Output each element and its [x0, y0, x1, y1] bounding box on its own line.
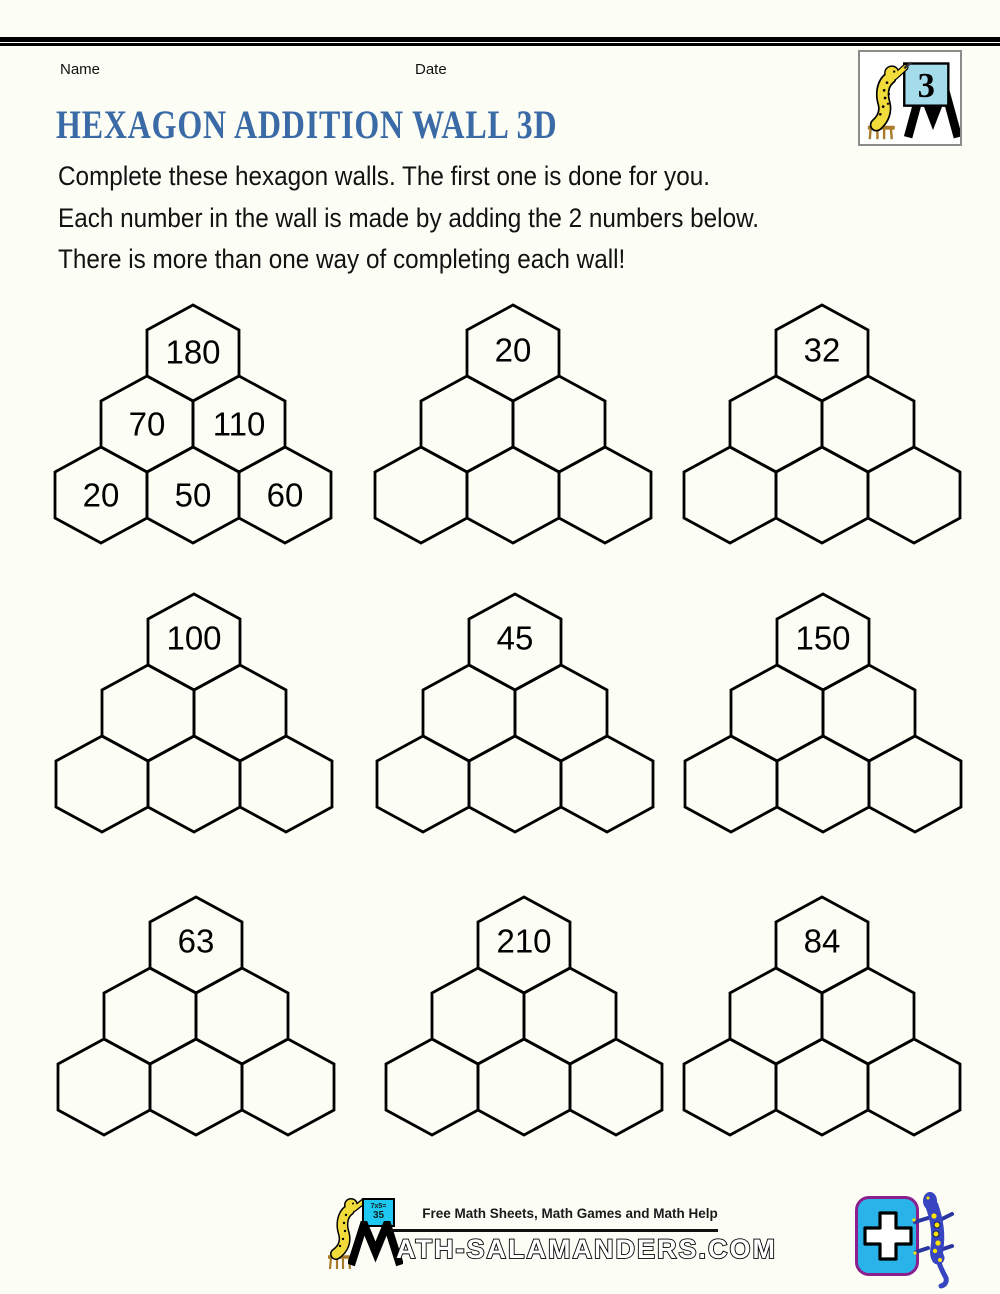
instruction-line-3: There is more than one way of completing each wall! — [58, 244, 626, 274]
hexagon-wall-7 — [58, 897, 334, 1135]
hexagon-wall-2 — [375, 305, 651, 543]
cell-top: 150 — [795, 619, 851, 657]
blue-salamander-icon — [912, 1190, 956, 1288]
cell-bottom-right: 60 — [266, 476, 304, 514]
hexagon-wall-4 — [56, 594, 332, 832]
plus-icon — [856, 1199, 920, 1275]
grade-badge-art — [860, 52, 960, 144]
footer-tagline: Free Math Sheets, Math Games and Math Help — [422, 1206, 718, 1221]
cell-top: 20 — [494, 331, 532, 369]
footer-logo — [320, 1185, 777, 1280]
hexagon-wall-9 — [684, 897, 960, 1135]
hexagon-wall-5 — [377, 594, 653, 832]
cell-mid-left: 70 — [128, 405, 166, 443]
instructions — [58, 156, 759, 281]
date-label: Date — [415, 61, 447, 78]
grade-badge — [858, 50, 962, 146]
badge-grade-number: 3 — [917, 67, 935, 106]
cell-top: 63 — [177, 922, 215, 960]
page-title: HEXAGON ADDITION WALL 3D — [56, 102, 558, 147]
cell-top: 180 — [165, 333, 221, 371]
cell-top: 84 — [803, 922, 841, 960]
footer-site-text-art — [394, 1232, 777, 1268]
cell-bottom-left: 20 — [82, 476, 120, 514]
hexagon-wall-6 — [685, 594, 961, 832]
mini-board-line-2: 35 — [372, 1210, 385, 1221]
mini-board-line-1: 7x5= — [370, 1203, 387, 1210]
instruction-line-2: Each number in the wall is made by adding the 2 numbers below. — [58, 202, 760, 233]
add-button — [855, 1196, 919, 1276]
cell-mid-right: 110 — [212, 405, 266, 443]
top-rule — [0, 37, 1000, 46]
hexagon-wall-1 — [55, 305, 331, 543]
cell-top: 45 — [496, 619, 534, 657]
cell-top: 210 — [496, 922, 552, 960]
hexagon-wall-8 — [386, 897, 662, 1135]
footer-site-text: ATH-SALAMANDERS.COM — [396, 1234, 777, 1264]
cell-top: 32 — [803, 331, 841, 369]
cell-bottom-mid: 50 — [174, 476, 212, 514]
name-label: Name — [60, 61, 101, 78]
cell-top: 100 — [166, 619, 222, 657]
hexagon-wall-3 — [684, 305, 960, 543]
instruction-line-1: Complete these hexagon walls. The first one is done for you. — [58, 161, 710, 191]
